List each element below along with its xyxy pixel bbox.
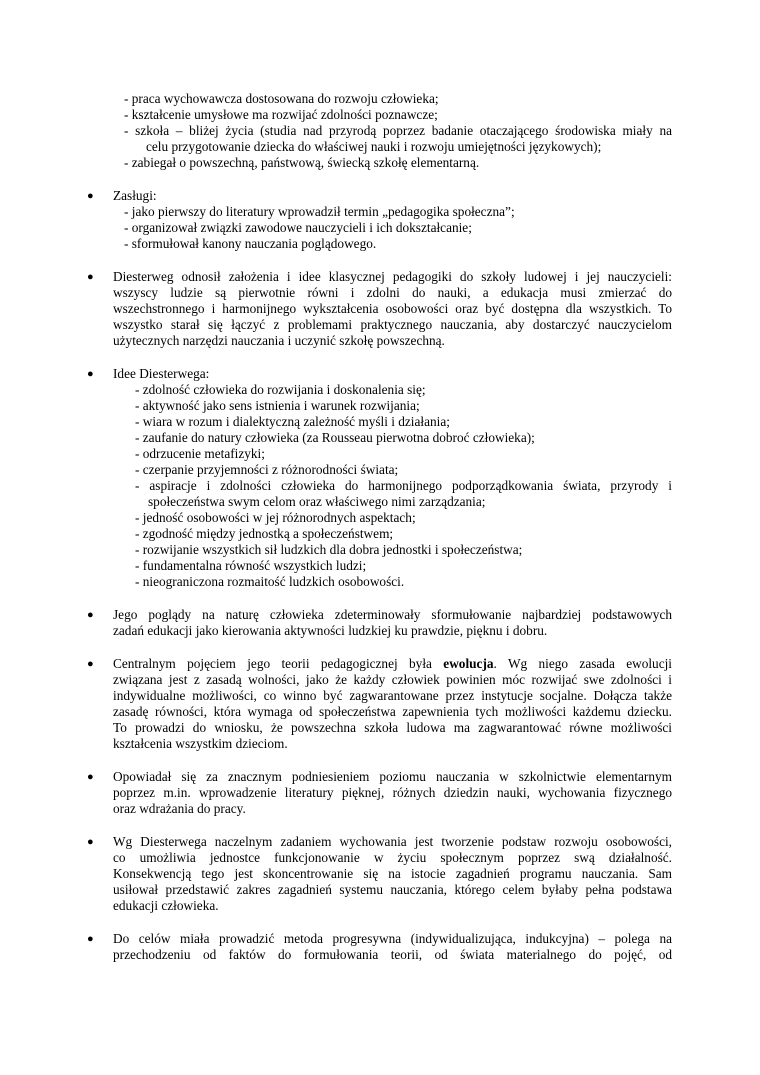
section-heading-zaslugi: Zasługi: bbox=[113, 188, 157, 203]
idee-item: - jedność osobowości w jej różnorodnych aspektach; bbox=[135, 510, 416, 525]
bullet-icon: ● bbox=[87, 658, 94, 670]
intro-item: - praca wychowawcza dostosowana do rozwoju człowieka; bbox=[124, 91, 439, 106]
paragraph-line: wszechstronnego i harmonijnego wykształcenia osobowości oraz być dostępna dla wszystkich. To bbox=[113, 301, 672, 316]
idee-item: - rozwijanie wszystkich sił ludzkich dla dobra jednostki i społeczeństwa; bbox=[135, 542, 523, 557]
paragraph-line: wszystko starał się łączyć z problemami praktycznego nauczania, aby dostarczyć nauczycielom bbox=[113, 317, 672, 332]
bold-term-ewolucja: ewolucja bbox=[443, 656, 494, 671]
idee-item: - czerpanie przyjemności z różnorodności świata; bbox=[135, 462, 399, 477]
section-heading-idee: Idee Diesterwega: bbox=[113, 366, 210, 381]
idee-item: - aspiracje i zdolności człowieka do harmonijnego podporządkowania świata, przyrody i bbox=[135, 478, 672, 493]
paragraph-line: usiłował przedstawić zakres zagadnień systemu nauczania, którego celem byłaby pełna podstawa bbox=[113, 882, 672, 897]
idee-item: - fundamentalna równość wszystkich ludzi; bbox=[135, 558, 367, 573]
paragraph-line: Opowiadał się za znacznym podniesieniem poziomu nauczania w szkolnictwie elementarnym bbox=[113, 769, 672, 784]
paragraph-line: przechodzeniu od faktów do formułowania teorii, od świata materialnego do pojęć, od bbox=[113, 947, 672, 962]
idee-item: - wiara w rozum i dialektyczną zależność myśli i działania; bbox=[135, 414, 450, 429]
bullet-icon: ● bbox=[87, 271, 94, 283]
zaslugi-item: - organizował związki zawodowe nauczycieli i ich dokształcanie; bbox=[124, 220, 472, 235]
paragraph-line: co umożliwia jednostce funkcjonowanie w życiu społecznym poprzez swą działalność. bbox=[113, 850, 672, 865]
intro-item: - zabiegał o powszechną, państwową, świecką szkołę elementarną. bbox=[124, 155, 480, 170]
paragraph-line: Do celów miała prowadzić metoda progresywna (indywidualizująca, indukcyjna) – polega na bbox=[113, 931, 672, 946]
paragraph-line: oraz wdrażania do pracy. bbox=[113, 801, 246, 816]
bullet-icon: ● bbox=[87, 190, 94, 202]
idee-item-continuation: społeczeństwa swym celom oraz właściwego nimi zarządzania; bbox=[148, 494, 486, 509]
paragraph-line: zadań edukacji jako kierowania aktywności ludzkiej ku prawdzie, pięknu i dobru. bbox=[113, 623, 548, 638]
idee-item: - zgodność między jednostką a społeczeństwem; bbox=[135, 526, 394, 541]
paragraph-line: zasadę równości, która wymaga od społeczeństwa zapewnienia tych możliwości każdemu dziecku. bbox=[113, 704, 672, 719]
paragraph-line-ewolucja bbox=[113, 656, 672, 673]
paragraph-line: związana jest z zasadą wolności, jako że każdy człowiek powinien móc rozwijać swe zdolności i bbox=[113, 672, 672, 687]
paragraph-line: Wg Diesterwega naczelnym zadaniem wychowania jest tworzenie podstaw rozwoju osobowości, bbox=[113, 834, 672, 849]
paragraph-line: To prowadzi do wniosku, że powszechna szkoła ludowa ma zagwarantować równe możliwości bbox=[113, 720, 672, 735]
bullet-icon: ● bbox=[87, 368, 94, 380]
bullet-icon: ● bbox=[87, 836, 94, 848]
bullet-icon: ● bbox=[87, 609, 94, 621]
zaslugi-item: - sformułował kanony nauczania poglądowego. bbox=[124, 236, 377, 251]
paragraph-line: Jego poglądy na naturę człowieka zdeterminowały sformułowanie najbardziej podstawowych bbox=[113, 607, 672, 622]
zaslugi-item: - jako pierwszy do literatury wprowadził termin „pedagogika społeczna”; bbox=[124, 204, 515, 219]
paragraph-line: użytecznych narzędzi nauczania i uczynić szkołę powszechną. bbox=[113, 333, 445, 348]
paragraph-line: Konsekwencją tego jest skoncentrowanie się na istocie zagadnień programu nauczania. Sam bbox=[113, 866, 672, 881]
intro-item: - kształcenie umysłowe ma rozwijać zdolności poznawcze; bbox=[124, 107, 438, 122]
idee-item: - nieograniczona rozmaitość ludzkich osobowości. bbox=[135, 574, 405, 589]
paragraph-line: kształcenia wszystkim dzieciom. bbox=[113, 736, 288, 751]
text-span: Centralnym pojęciem jego teorii pedagogicznej była bbox=[113, 656, 444, 671]
paragraph-line: indywidualne możliwości, co winno być zagwarantowane przez instytucje socjalne. Dołącza także bbox=[113, 688, 672, 703]
intro-item: - szkoła – bliżej życia (studia nad przyrodą poprzez badanie otaczającego środowiska miały na bbox=[124, 123, 672, 138]
paragraph-line: edukacji człowieka. bbox=[113, 898, 219, 913]
idee-item: - zdolność człowieka do rozwijania i doskonalenia się; bbox=[135, 382, 426, 397]
paragraph-line: Diesterweg odnosił założenia i idee klasycznej pedagogiki do szkoły ludowej i jej nauczycieli: bbox=[113, 269, 672, 284]
paragraph-line: wszyscy ludzie są pierwotnie równi i zdolni do nauki, a edukacja musi zmierzać do bbox=[113, 285, 672, 300]
text-span: . Wg niego zasada ewolucji bbox=[493, 656, 672, 671]
bullet-icon: ● bbox=[87, 771, 94, 783]
idee-item: - zaufanie do natury człowieka (za Rousseau pierwotna dobroć człowieka); bbox=[135, 430, 535, 445]
paragraph-line: poprzez m.in. wprowadzenie literatury pięknej, różnych dziedzin nauki, wychowania fizycznego bbox=[113, 785, 672, 800]
idee-item: - aktywność jako sens istnienia i warunek rozwijania; bbox=[135, 398, 420, 413]
bullet-icon: ● bbox=[87, 933, 94, 945]
idee-item: - odrzucenie metafizyki; bbox=[135, 446, 265, 461]
intro-item-continuation: celu przygotowanie dziecka do właściwej nauki i rozwoju umiejętności językowych); bbox=[146, 139, 602, 154]
